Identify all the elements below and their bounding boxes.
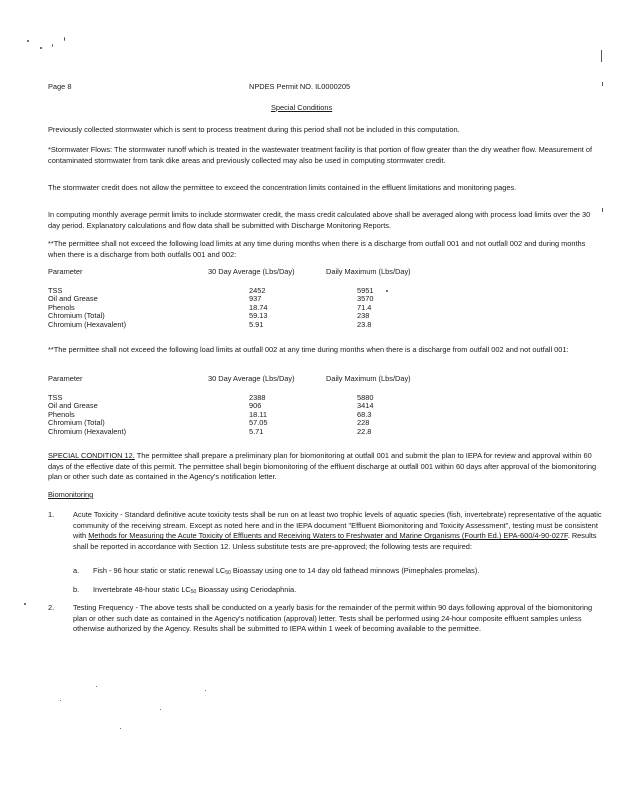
table-cell: 57.05 xyxy=(249,418,268,428)
table-cell: Chromium (Total) xyxy=(48,418,105,428)
scan-speck xyxy=(24,603,26,605)
table-cell: TSS xyxy=(48,392,63,402)
paragraph: Previously collected stormwater which is sent to process treatment during this period shall not be included in this computation. xyxy=(48,125,460,134)
table-cell: 5880 xyxy=(357,392,374,402)
table-cell: Oil and Grease xyxy=(48,294,98,304)
column-header: Daily Maximum (Lbs/Day) xyxy=(326,267,411,276)
scan-speck xyxy=(64,37,65,41)
sub-item-text: Invertebrate 48-hour static LC xyxy=(93,585,191,594)
method-reference: Methods for Measuring the Acute Toxicity of Effluents and Receiving Waters to Freshwater and Marine Organisms (Fourth Ed.) EPA-600/4-90-027F xyxy=(88,531,568,541)
load-limits-table xyxy=(48,375,568,437)
list-number: 1. xyxy=(48,510,55,519)
scan-speck xyxy=(27,40,29,42)
table-row xyxy=(48,295,568,304)
sub-item xyxy=(93,566,603,577)
table-cell: 228 xyxy=(357,418,370,428)
table-cell: Phenols xyxy=(48,302,75,312)
table-cell: Chromium (Hexavalent) xyxy=(48,426,127,436)
condition-text: The permittee shall prepare a preliminary plan for biomonitoring at outfall 001 and submit the plan to IEPA for review and approval within 60 days of the effective date of this permit. The permittee shall begin biomonitoring of the effluent discharge at outfall 001 within 60 days after approval of the biomonitoring plan or other such date as contained in the Agency's notification letter. xyxy=(48,451,597,482)
table-cell: 71.4 xyxy=(357,302,372,312)
table-cell: 906 xyxy=(249,401,262,411)
column-header: 30 Day Average (Lbs/Day) xyxy=(208,374,295,383)
table-cell: Chromium (Total) xyxy=(48,311,105,321)
scan-edge-mark xyxy=(601,50,602,62)
column-header: 30 Day Average (Lbs/Day) xyxy=(208,267,295,276)
table-cell: Chromium (Hexavalent) xyxy=(48,319,127,329)
scan-speck xyxy=(120,728,121,729)
table-row xyxy=(48,428,568,437)
subscript: 50 xyxy=(190,589,197,595)
section-heading: Biomonitoring xyxy=(48,490,94,499)
table-row xyxy=(48,321,568,330)
column-header: Daily Maximum (Lbs/Day) xyxy=(326,374,411,383)
table-cell: 3414 xyxy=(357,401,374,411)
table-cell: Oil and Grease xyxy=(48,401,98,411)
list-item xyxy=(73,510,603,552)
table-header-row xyxy=(48,375,568,384)
column-header: Parameter xyxy=(48,267,83,276)
table-cell: 2388 xyxy=(249,392,266,402)
table-cell: 2452 xyxy=(249,285,266,295)
table-cell: Phenols xyxy=(48,409,75,419)
sub-item-text: Bioassay using Ceriodaphnia. xyxy=(196,585,297,594)
table-cell: 22.8 xyxy=(357,426,372,436)
sub-item-text: Fish - 96 hour static or static renewal LC xyxy=(93,566,226,575)
table-cell: 23.8 xyxy=(357,319,372,329)
paragraph: The stormwater credit does not allow the permittee to exceed the concentration limits contained in the effluent limitations and monitoring pages. xyxy=(48,183,517,192)
table-cell: 937 xyxy=(249,294,262,304)
scan-speck xyxy=(96,686,97,687)
table-cell: 18.74 xyxy=(249,302,268,312)
table-row xyxy=(48,419,568,428)
scan-speck xyxy=(205,690,206,691)
table-header-row xyxy=(48,268,568,277)
column-header: Parameter xyxy=(48,374,83,383)
table-cell: 68.3 xyxy=(357,409,372,419)
load-limits-table xyxy=(48,268,568,330)
table-row xyxy=(48,304,568,313)
table-cell: 5.71 xyxy=(249,426,264,436)
page-title: Special Conditions xyxy=(271,103,333,112)
item-text: Acute Toxicity - Standard definitive acute toxicity tests shall be run on at least two trophic levels of aquatic species (fish, invertebrate) representative of the aquatic community of the receiving stream. Except as noted here and in the IEPA document "Effluent Biomonitoring and Toxicity Assessment", testing must be consistent with xyxy=(73,510,602,541)
sub-item-text: Bioassay using one to 14 day old fathead minnows (Pimephales promelas). xyxy=(230,566,480,575)
paragraph: In computing monthly average permit limits to include stormwater credit, the mass credit calculated above shall be averaged along with process load limits over the 30 day period. Explanatory calculations and flow data shall be submitted with Discharge Monitoring Reports. xyxy=(48,210,591,230)
scan-speck xyxy=(40,47,42,49)
table-row xyxy=(48,402,568,411)
table-cell: 5.91 xyxy=(249,319,264,329)
table-cell: 5951 xyxy=(357,285,374,295)
table-cell: 59.13 xyxy=(249,311,268,321)
paragraph: *Stormwater Flows: The stormwater runoff which is treated in the wastewater treatment facility is that portion of flow greater than the dry weather flow. Measurement of contaminated stormwater from tank dike areas and previously collected may also be used in computing stormwater credit. xyxy=(48,145,593,165)
table-row xyxy=(48,312,568,321)
page-number: Page 8 xyxy=(48,82,72,91)
paragraph: **The permittee shall not exceed the following load limits at any time during months when there is a discharge from outfall 001 and not outfall 002 and during months when there is a discharge from both outfalls 001 and 002: xyxy=(48,239,586,259)
subscript: 50 xyxy=(225,570,231,576)
permit-number: NPDES Permit NO. IL0000205 xyxy=(249,82,351,91)
special-condition-12 xyxy=(48,451,603,483)
sub-item-label: b. xyxy=(73,585,80,594)
table-cell: 238 xyxy=(357,311,370,321)
scan-speck xyxy=(60,700,61,701)
paragraph: **The permittee shall not exceed the following load limits at outfall 002 at any time during months when there is a discharge from outfall 002 and not outfall 001: xyxy=(48,345,569,354)
table-cell: 18.11 xyxy=(249,409,267,419)
list-number: 2. xyxy=(48,603,55,612)
table-cell: TSS xyxy=(48,285,63,295)
list-item: Testing Frequency - The above tests shall be conducted on a yearly basis for the remainder of the permit within 90 days following approval of the biomonitoring plan or other such date as contained in the Agency's notification (approval) letter. Tests shall be performed using 24-hour composite effluent samples unless otherwise authorized by the Agency. Results shall be submitted to IEPA within 1 week of becoming available to the permittee. xyxy=(73,603,593,634)
scan-speck xyxy=(160,709,161,710)
table-row xyxy=(48,287,568,296)
sub-item xyxy=(93,585,603,596)
sub-item-label: a. xyxy=(73,566,80,575)
table-row xyxy=(48,394,568,403)
scan-edge-mark xyxy=(602,82,603,86)
scan-speck xyxy=(52,44,53,47)
condition-label: SPECIAL CONDITION 12. xyxy=(48,451,135,460)
item-text: . Results shall be reported in accordance with Section 12. Unless substitute tests are pre-approved; the following tests are required: xyxy=(73,531,597,551)
table-row xyxy=(48,411,568,420)
table-cell: 3570 xyxy=(357,294,374,304)
